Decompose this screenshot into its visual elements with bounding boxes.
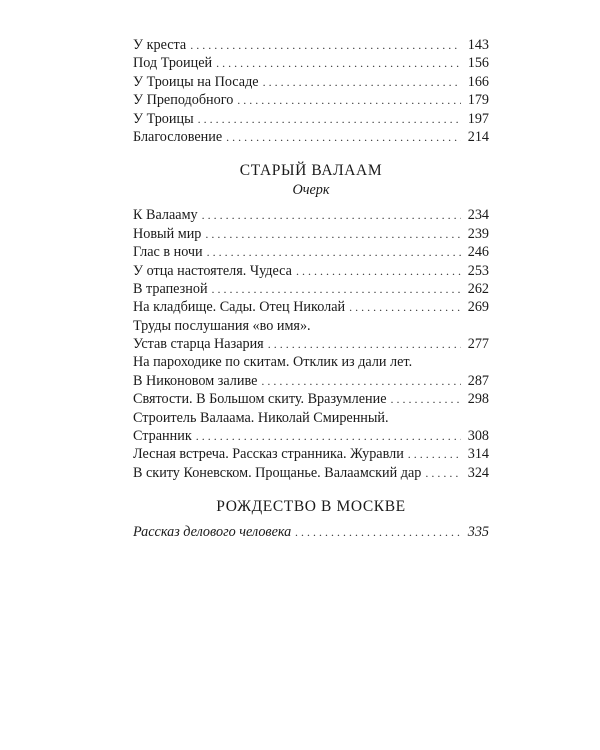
- dot-leader: [202, 206, 461, 224]
- toc-entry-page: 166: [467, 73, 489, 90]
- toc-entry-title: В трапезной: [133, 280, 208, 297]
- section-subtitle-valaam: Очерк: [292, 182, 330, 199]
- toc-entry-page: 253: [467, 262, 489, 279]
- toc-entry-page: 335: [467, 524, 489, 541]
- toc-entry-title: Глас в ночи: [133, 244, 203, 261]
- toc-entry-page: 234: [467, 207, 489, 224]
- toc-entry-title: Устав старца Назария: [133, 336, 264, 353]
- toc-entry: [133, 298, 489, 316]
- dot-leader: [190, 36, 461, 54]
- toc-entry-title: У отца настоятеля. Чудеса: [133, 262, 292, 279]
- toc-entry-page: 298: [467, 391, 489, 408]
- toc-entry-page: 277: [467, 336, 489, 353]
- toc-entry-page: 314: [467, 446, 489, 463]
- dot-leader: [198, 110, 461, 128]
- toc-entry-title: На пароходике по скитам. Отклик из дали лет.: [133, 354, 413, 371]
- toc-entry-title: Рассказ делового человека: [133, 524, 292, 541]
- toc-entry: [133, 464, 489, 482]
- toc-entry-page: 246: [467, 244, 489, 261]
- toc-entry: [133, 91, 489, 109]
- toc-entry-title: Лесная встреча. Рассказ странника. Журавли: [133, 446, 404, 463]
- toc-entry-title: У креста: [133, 37, 187, 53]
- toc-entry: [133, 54, 489, 72]
- toc-entry-page: 269: [467, 299, 489, 316]
- dot-leader: [237, 91, 461, 109]
- dot-leader: [408, 445, 461, 463]
- toc-valaam: [133, 206, 489, 482]
- toc-entry: [133, 206, 489, 224]
- toc-part1: [133, 36, 489, 146]
- toc-entry: [133, 427, 489, 445]
- toc-entry: [133, 128, 489, 146]
- toc-entry-title: Святости. В Большом скиту. Вразумление: [133, 391, 387, 408]
- toc-entry-page: 262: [467, 280, 489, 297]
- toc-entry: [133, 110, 489, 128]
- toc-entry-page: 143: [467, 37, 489, 53]
- toc-entry-page: 197: [467, 110, 489, 127]
- toc-entry: [133, 335, 489, 353]
- toc-entry: [133, 262, 489, 280]
- toc-entry-page: 214: [467, 128, 489, 145]
- dot-leader: [349, 298, 461, 316]
- toc-entry-title: У Троицы: [133, 110, 194, 127]
- dot-leader: [425, 464, 461, 482]
- toc-entry-title: Труды послушания «во имя».: [133, 317, 311, 334]
- dot-leader: [391, 390, 462, 408]
- toc-entry-title: Странник: [133, 428, 192, 445]
- toc-entry: [133, 353, 489, 371]
- toc-entry-page: 324: [467, 464, 489, 481]
- dot-leader: [207, 243, 461, 261]
- toc-entry: [133, 372, 489, 390]
- toc-moscow: [133, 523, 489, 541]
- dot-leader: [216, 54, 461, 72]
- toc-entry: [133, 73, 489, 91]
- dot-leader: [261, 372, 461, 390]
- toc-entry-title: Благословение: [133, 128, 223, 145]
- toc-entry: [133, 445, 489, 463]
- toc-entry-title: В скиту Коневском. Прощанье. Валаамский дар: [133, 464, 422, 481]
- section-heading-valaam: СТАРЫЙ ВАЛААМ: [239, 162, 383, 180]
- dot-leader: [268, 335, 461, 353]
- dot-leader: [263, 73, 461, 91]
- toc-entry: [133, 409, 489, 427]
- toc-entry-page: 156: [467, 55, 489, 72]
- toc-entry-title: На кладбище. Сады. Отец Николай: [133, 299, 346, 316]
- toc-entry-page: 179: [467, 92, 489, 109]
- toc-entry: [133, 280, 489, 298]
- toc-entry-page: 308: [467, 428, 489, 445]
- toc-entry-page: 287: [467, 372, 489, 389]
- toc-entry: [133, 317, 489, 335]
- toc-entry: [133, 36, 489, 54]
- toc-entry: [133, 225, 489, 243]
- toc-entry-title: Под Троицей: [133, 55, 213, 72]
- dot-leader: [295, 523, 461, 541]
- toc-entry-title: К Валааму: [133, 207, 198, 224]
- toc-entry-page: 239: [467, 225, 489, 242]
- toc-entry: [133, 243, 489, 261]
- dot-leader: [296, 262, 461, 280]
- toc-entry-title: У Троицы на Посаде: [133, 73, 259, 90]
- dot-leader: [212, 280, 461, 298]
- toc-entry-title: Строитель Валаама. Николай Смиренный.: [133, 409, 389, 426]
- toc-entry-title: У Преподобного: [133, 92, 234, 109]
- toc-entry: [133, 390, 489, 408]
- dot-leader: [226, 128, 461, 146]
- toc-entry: [133, 523, 489, 541]
- dot-leader: [196, 427, 461, 445]
- toc-entry-title: В Никоновом заливе: [133, 372, 258, 389]
- table-of-contents: [133, 36, 489, 542]
- section-heading-moscow: РОЖДЕСТВО В МОСКВЕ: [216, 498, 406, 516]
- dot-leader: [205, 225, 461, 243]
- toc-entry-title: Новый мир: [133, 225, 202, 242]
